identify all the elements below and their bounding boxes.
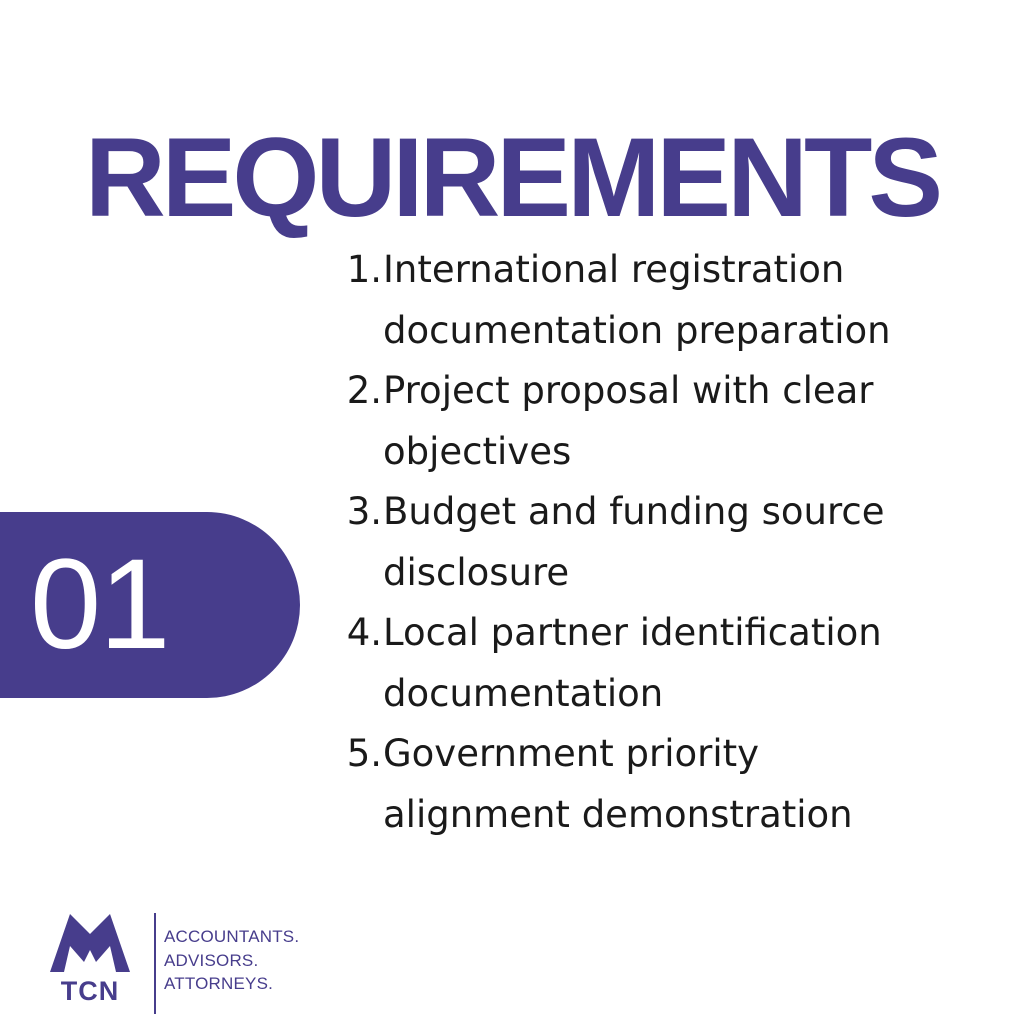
- requirement-text-line: disclosure: [383, 550, 570, 594]
- requirement-number: 2.: [346, 369, 382, 412]
- page-title: REQUIREMENTS: [84, 115, 940, 240]
- requirement-text-line: Local partner identification: [383, 611, 882, 654]
- tagline-line: ACCOUNTANTS.: [164, 927, 300, 946]
- logo-tagline: [164, 925, 299, 996]
- requirement-text: [382, 603, 1000, 724]
- section-number-tab: [0, 512, 300, 698]
- requirement-item: [340, 724, 1000, 845]
- requirement-text-line: International registration: [383, 248, 845, 291]
- requirement-text-line: documentation: [383, 671, 664, 715]
- logo-divider: [154, 913, 156, 1014]
- requirement-number: 1.: [346, 248, 382, 291]
- requirement-item: [340, 240, 1000, 361]
- requirements-list: [340, 240, 1000, 845]
- requirement-number: 4.: [346, 611, 382, 654]
- requirement-text: [382, 361, 1000, 482]
- logo-mountain-icon: [50, 914, 130, 972]
- requirement-number: 5.: [346, 732, 382, 775]
- tagline-line: ADVISORS.: [164, 950, 259, 970]
- tagline-line: ATTORNEYS.: [164, 974, 274, 993]
- tcn-logo: [48, 912, 132, 1004]
- requirement-text-line: Project proposal with clear: [383, 369, 874, 412]
- logo-text: TCN: [60, 976, 120, 1004]
- requirement-text-line: Budget and funding source: [383, 490, 885, 533]
- requirement-text-line: objectives: [383, 429, 572, 473]
- requirement-item: [340, 482, 1000, 603]
- requirement-text: [382, 482, 1000, 603]
- requirement-text: [382, 724, 1000, 845]
- requirement-number: 3.: [346, 490, 382, 533]
- requirement-text: [382, 240, 1000, 361]
- requirement-text-line: documentation preparation: [383, 308, 891, 352]
- requirement-item: [340, 603, 1000, 724]
- requirement-text-line: alignment demonstration: [383, 792, 853, 836]
- section-number: 01: [30, 533, 169, 676]
- requirement-item: [340, 361, 1000, 482]
- requirement-text-line: Government priority: [383, 732, 760, 775]
